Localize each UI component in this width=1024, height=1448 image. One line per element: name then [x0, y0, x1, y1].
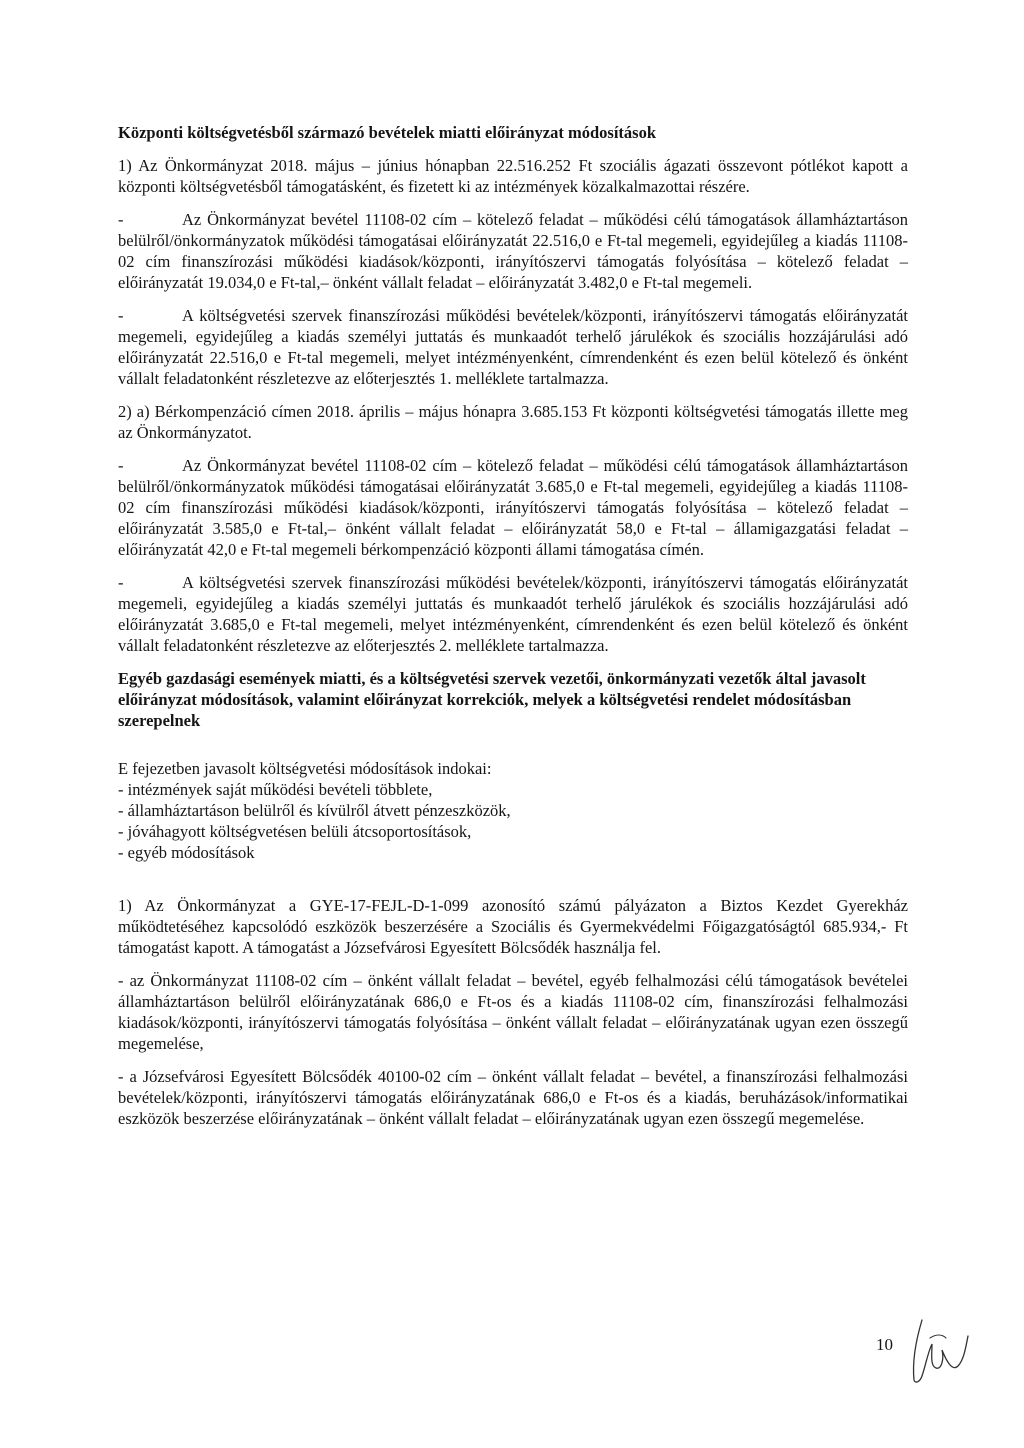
- bullet-dash: -: [118, 210, 124, 229]
- list-item: - államháztartáson belülről és kívülről átvett pénzeszközök,: [118, 801, 511, 820]
- section-heading-central-budget: Központi költségvetésből származó bevételek miatti előirányzat módosítások: [118, 123, 657, 142]
- bullet-paragraph-4: [118, 572, 908, 656]
- bullet-text: A költségvetési szervek finanszírozási működési bevételek/központi, irányítószervi támogatás előirányzatát megemeli, egyidejűleg a kiadás személyi juttatás és munkaadót terhelő járulékok és szociális hozzájárulási adó előirányzatát 3.685,0 e Ft-tal megemeli, melyet intézményenként, címrendenként és ezen belül kötelező és önként vállalt feladatonként részletezve az előterjesztés 2. melléklete tartalmazza.: [118, 573, 908, 655]
- page-content: [118, 122, 908, 1141]
- handwritten-signature: [902, 1310, 972, 1390]
- list-item: - egyéb módosítások: [118, 843, 255, 862]
- bullet-text: A költségvetési szervek finanszírozási működési bevételek/központi, irányítószervi támogatás előirányzatát megemeli, egyidejűleg a kiadás személyi juttatás és munkaadót terhelő járulékok és szociális hozzájárulási adó előirányzatát 22.516,0 e Ft-tal megemeli, melyet intézményenként, címrendenként és ezen belül kötelező és önként vállalt feladatonként részletezve az előterjesztés 1. melléklete tartalmazza.: [118, 306, 908, 388]
- bullet-paragraph-3: [118, 455, 908, 560]
- paragraph-3: 1) Az Önkormányzat a GYE-17-FEJL-D-1-099 azonosító számú pályázaton a Biztos Kezdet Gyerekház működtetéséhez kapcsolódó eszközök beszerzésére a Szociális és Gyermekvédelmi Főigazgatóságtól 685.934,- Ft támogatást kapott. A támogatást a Józsefvárosi Egyesített Bölcsődék használja fel.: [118, 896, 908, 957]
- bullet-paragraph-5: - az Önkormányzat 11108-02 cím – önként vállalt feladat – bevétel, egyéb felhalmozási célú támogatások bevételei államháztartáson belülről előirányzatának 686,0 e Ft-os és a kiadás 11108-02 cím, finanszírozási felhalmozási kiadások/központi, irányítószervi támogatás folyósítása – önként vállalt feladat – előirányzatának ugyan ezen összegű megemelése,: [118, 971, 908, 1053]
- section-heading-other-events: Egyéb gazdasági események miatti, és a költségvetési szervek vezetői, önkormányzati vezetők által javasolt előirányzat módosítások, valamint előirányzat korrekciók, melyek a költségvetési rendelet módosításban szerepelnek: [118, 669, 866, 730]
- page-number: 10: [876, 1335, 893, 1354]
- paragraph-2: 2) a) Bérkompenzáció címen 2018. április – május hónapra 3.685.153 Ft központi költségvetési támogatás illette meg az Önkormányzatot.: [118, 402, 908, 442]
- reasons-list: [118, 779, 908, 863]
- bullet-text: Az Önkormányzat bevétel 11108-02 cím – kötelező feladat – működési célú támogatások államháztartáson belülről/önkormányzatok működési támogatásai előirányzatát 3.685,0 e Ft-tal megemeli, egyidejűleg a kiadás 11108-02 cím finanszírozási működési kiadások/központi, irányítószervi támogatás folyósítása – kötelező feladat – előirányzatát 3.585,0 e Ft-tal,– önként vállalt feladat – előirányzatát 58,0 e Ft-tal – államigazgatási feladat – előirányzatát 42,0 e Ft-tal megemeli bérkompenzáció központi állami támogatása címén.: [118, 456, 908, 559]
- bullet-dash: -: [118, 306, 124, 325]
- bullet-paragraph-1: [118, 209, 908, 293]
- paragraph-1: 1) Az Önkormányzat 2018. május – június hónapban 22.516.252 Ft szociális ágazati összevont pótlékot kapott a központi költségvetésből támogatásként, és fizetett ki az intézmények közalkalmazottai részére.: [118, 156, 908, 196]
- bullet-dash: -: [118, 456, 124, 475]
- list-intro: E fejezetben javasolt költségvetési módosítások indokai:: [118, 759, 492, 778]
- list-item: - intézmények saját működési bevételi többlete,: [118, 780, 433, 799]
- bullet-dash: -: [118, 573, 124, 592]
- list-item: - jóváhagyott költségvetésen belüli átcsoportosítások,: [118, 822, 472, 841]
- bullet-paragraph-2: [118, 305, 908, 389]
- bullet-text: Az Önkormányzat bevétel 11108-02 cím – kötelező feladat – működési célú támogatások államháztartáson belülről/önkormányzatok működési támogatásai előirányzatát 22.516,0 e Ft-tal megemeli, egyidejűleg a kiadás 11108-02 cím finanszírozási működési kiadások/központi, irányítószervi támogatás folyósítása – kötelező feladat – előirányzatát 19.034,0 e Ft-tal,– önként vállalt feladat – előirányzatát 3.482,0 e Ft-tal megemeli.: [118, 210, 908, 292]
- bullet-paragraph-6: - a Józsefvárosi Egyesített Bölcsődék 40100-02 cím – önként vállalt feladat – bevétel, a finanszírozási felhalmozási bevételek/központi, irányítószervi támogatás előirányzatának 686,0 e Ft-os és a kiadás, beruházások/informatikai eszközök beszerzése előirányzatának – önként vállalt feladat – előirányzatának ugyan ezen összegű megemelése.: [118, 1067, 908, 1128]
